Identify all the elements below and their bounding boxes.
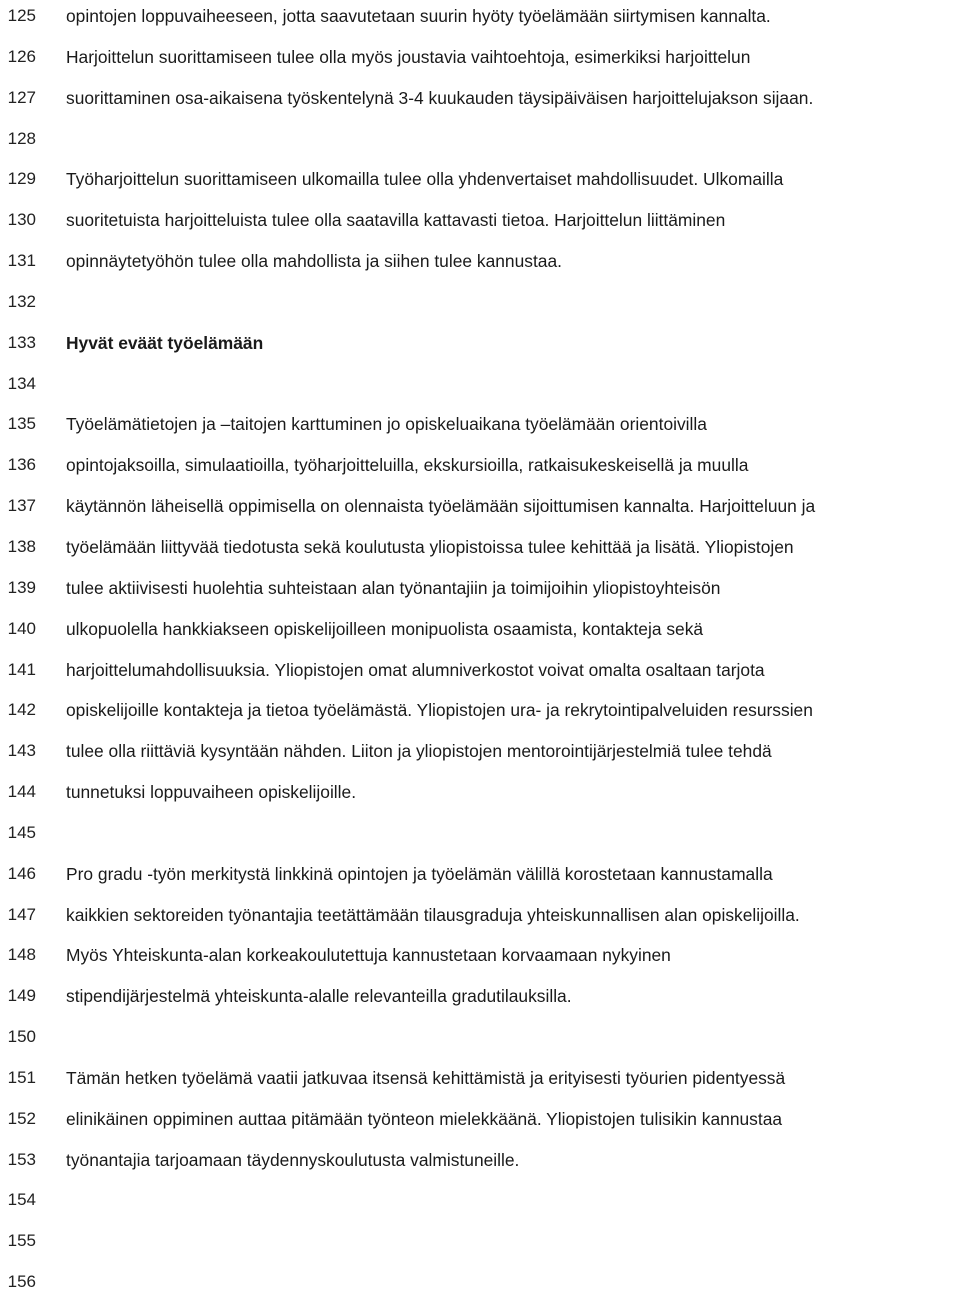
line-number: 155 (7, 1231, 36, 1251)
line-number: 151 (7, 1067, 36, 1087)
line-number: 135 (7, 414, 36, 434)
line-number: 133 (7, 332, 36, 352)
line-text: tulee aktiivisesti huolehtia suhteistaan alan työnantajiin ja toimijoihin yliopistoyhteisön (66, 577, 721, 598)
line-number: 126 (7, 46, 36, 66)
line-number: 127 (7, 87, 36, 107)
line-text: Harjoittelun suorittamiseen tulee olla myös joustavia vaihtoehtoja, esimerkiksi harjoittelun (66, 46, 751, 67)
line-text: Työelämätietojen ja –taitojen karttuminen jo opiskeluaikana työelämään orientoivilla (66, 414, 707, 435)
line-number: 141 (7, 659, 36, 679)
document-line (0, 486, 960, 527)
line-number: 134 (7, 373, 36, 393)
document-line (0, 1262, 960, 1303)
line-text: harjoittelumahdollisuuksia. Yliopistojen omat alumniverkostot voivat omalta osaltaan tarjota (66, 659, 765, 680)
line-text: työelämään liittyvää tiedotusta sekä koulutusta yliopistoissa tulee kehittää ja lisätä. Yliopistojen (66, 536, 794, 557)
document-line (0, 527, 960, 568)
document-line (0, 1140, 960, 1181)
line-text: stipendijärjestelmä yhteiskunta-alalle relevanteilla gradutilauksilla. (66, 986, 572, 1007)
document-line (0, 445, 960, 486)
line-number: 148 (7, 945, 36, 965)
line-text: ulkopuolella hankkiakseen opiskelijoilleen monipuolista osaamista, kontakteja sekä (66, 618, 704, 639)
document-line (0, 159, 960, 200)
document-line (0, 37, 960, 78)
line-text: opiskelijoille kontakteja ja tietoa työelämästä. Yliopistojen ura- ja rekrytointipalveluiden resurssien (66, 700, 813, 721)
line-number: 131 (7, 251, 36, 271)
document-line (0, 935, 960, 976)
line-text: Pro gradu -työn merkitystä linkkinä opintojen ja työelämän välillä korostetaan kannustamalla (66, 863, 773, 884)
line-number: 140 (7, 618, 36, 638)
line-number: 142 (7, 700, 36, 720)
line-number: 152 (7, 1108, 36, 1128)
document-line (0, 568, 960, 609)
document-line (0, 364, 960, 405)
document-line (0, 0, 960, 37)
line-number: 143 (7, 741, 36, 761)
line-number: 149 (7, 986, 36, 1006)
line-number: 144 (7, 782, 36, 802)
line-text: elinikäinen oppiminen auttaa pitämään työnteon mielekkäänä. Yliopistojen tulisikin kannustaa (66, 1108, 783, 1129)
line-text: Myös Yhteiskunta-alan korkeakoulutettuja kannustetaan korvaamaan nykyinen (66, 945, 671, 966)
line-number: 147 (7, 904, 36, 924)
document-line (0, 690, 960, 731)
document-line (0, 854, 960, 895)
line-number: 125 (7, 6, 36, 25)
document-line (0, 650, 960, 691)
line-number: 139 (7, 577, 36, 597)
document-line (0, 609, 960, 650)
line-number: 128 (7, 128, 36, 148)
document-line (0, 813, 960, 854)
document-line (0, 1180, 960, 1221)
line-text: kaikkien sektoreiden työnantajia teetättämään tilausgraduja yhteiskunnallisen alan opiskelijoilla. (66, 904, 800, 925)
document-line (0, 1058, 960, 1099)
line-text: käytännön läheisellä oppimisella on olennaista työelämään sijoittumisen kannalta. Harjoitteluun ja (66, 496, 816, 517)
line-number: 156 (7, 1272, 36, 1292)
line-text: opintojen loppuvaiheeseen, jotta saavutetaan suurin hyöty työelämään siirtymisen kannalta. (66, 6, 771, 26)
document-line (0, 200, 960, 241)
line-number: 150 (7, 1027, 36, 1047)
document-line (0, 241, 960, 282)
document-line (0, 1221, 960, 1262)
line-number: 130 (7, 210, 36, 230)
line-number: 132 (7, 291, 36, 311)
line-text: Työharjoittelun suorittamiseen ulkomailla tulee olla yhdenvertaiset mahdollisuudet. Ulkomailla (66, 169, 784, 190)
document-line (0, 731, 960, 772)
line-number: 154 (7, 1190, 36, 1210)
line-text: opintojaksoilla, simulaatioilla, työharjoitteluilla, ekskursioilla, ratkaisukeskeisellä ja muulla (66, 455, 749, 476)
document-line (0, 772, 960, 813)
document-line (0, 323, 960, 364)
document-line (0, 119, 960, 160)
line-number: 138 (7, 536, 36, 556)
line-number: 146 (7, 863, 36, 883)
line-number: 136 (7, 455, 36, 475)
line-text: suorittaminen osa-aikaisena työskentelynä 3-4 kuukauden täysipäiväisen harjoittelujakson sijaan. (66, 87, 814, 108)
line-number: 137 (7, 496, 36, 516)
line-text: Tämän hetken työelämä vaatii jatkuvaa itsensä kehittämistä ja erityisesti työurien pidentyessä (66, 1067, 786, 1088)
section-heading: Hyvät eväät työelämään (66, 332, 264, 353)
line-number: 153 (7, 1149, 36, 1169)
line-text: suoritetuista harjoitteluista tulee olla saatavilla kattavasti tietoa. Harjoittelun liittäminen (66, 210, 726, 231)
line-number: 129 (7, 169, 36, 189)
line-text: tulee olla riittäviä kysyntään nähden. Liiton ja yliopistojen mentorointijärjestelmiä tulee tehdä (66, 741, 772, 762)
document-line (0, 282, 960, 323)
document-line (0, 1017, 960, 1058)
document-line (0, 1099, 960, 1140)
document-line (0, 895, 960, 936)
document-line (0, 78, 960, 119)
line-number: 145 (7, 822, 36, 842)
document-line (0, 976, 960, 1017)
line-text: työnantajia tarjoamaan täydennyskoulutusta valmistuneille. (66, 1149, 520, 1170)
document-line (0, 404, 960, 445)
line-text: tunnetuksi loppuvaiheen opiskelijoille. (66, 782, 357, 803)
line-text: opinnäytetyöhön tulee olla mahdollista ja siihen tulee kannustaa. (66, 251, 562, 272)
